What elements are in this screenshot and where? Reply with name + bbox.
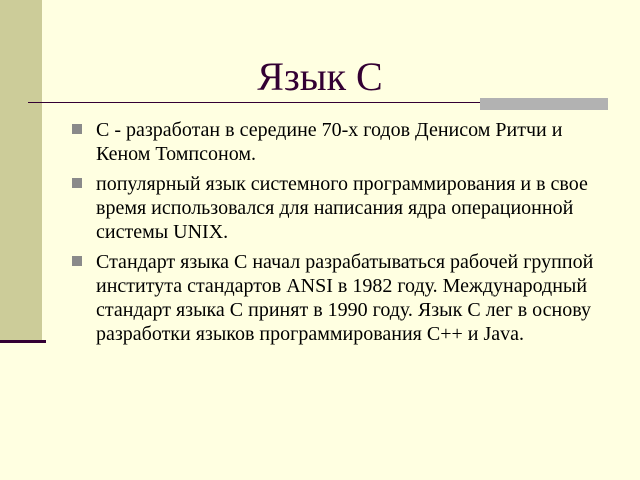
- list-item: [72, 250, 612, 346]
- left-accent-rule: [0, 340, 46, 343]
- square-bullet-icon: [72, 256, 82, 266]
- list-item: [72, 118, 612, 166]
- square-bullet-icon: [72, 124, 82, 134]
- bullet-list: [72, 118, 612, 352]
- left-accent-bar: [0, 0, 42, 340]
- square-bullet-icon: [72, 178, 82, 188]
- list-item: [72, 172, 612, 244]
- bullet-text: популярный язык системного программирования и в свое время использовался для написания ядра операционной системы UNIX.: [96, 173, 588, 243]
- bullet-text: Стандарт языка С начал разрабатываться рабочей группой института стандартов ANSI в 1982 году. Международный стандарт языка С принят в 1990 году. Язык С лег в основу разработки языков программирования С++ и Java.: [96, 251, 594, 345]
- slide-title: Язык С: [257, 54, 383, 99]
- bullet-text: С - разработан в середине 70-х годов Денисом Ритчи и Кеном Томпсоном.: [96, 119, 563, 165]
- title-accent-block: [480, 98, 608, 110]
